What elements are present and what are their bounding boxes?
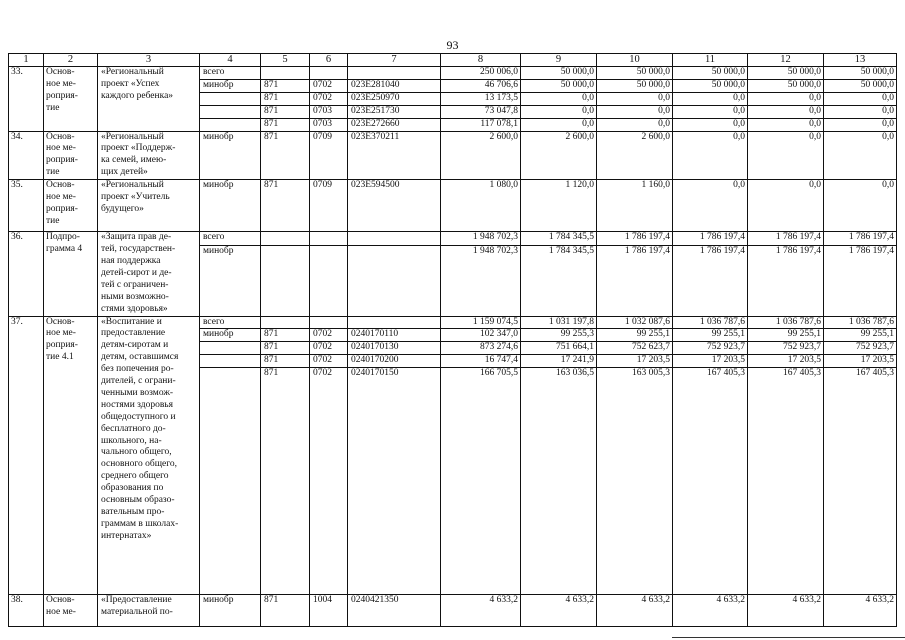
grbs-code: 871: [261, 595, 310, 627]
amount-col-13: 17 203,5: [824, 355, 897, 368]
amount-col-12: 1 786 197,4: [748, 232, 824, 246]
activity-name: «Воспитание и предоставление детям-сиротам и детям, оставшимся без попечения ро- дителей, с ограни- ченными возмож- ностями здоровья общедоступного и бесплатного до- школьного, на- чального общего, основного общего, среднего общего образования по основным образо- вательным про- граммам в школах- интернатах»: [98, 316, 200, 595]
column-header-2: 2: [44, 54, 98, 67]
grbs-code: 871: [261, 329, 310, 342]
target-article-code: 023E370211: [348, 131, 441, 180]
table-row: [9, 180, 897, 232]
activity-name: «Предоставление материальной по-: [98, 595, 200, 627]
amount-col-12: 167 405,3: [748, 368, 824, 595]
amount-col-11: 1 036 787,6: [673, 316, 748, 329]
column-header-10: 10: [597, 54, 673, 67]
section-code: 0702: [310, 79, 348, 92]
amount-col-8: 873 274,6: [441, 342, 521, 355]
amount-col-11: 1 786 197,4: [673, 232, 748, 246]
amount-col-13: 1 036 787,6: [824, 316, 897, 329]
amount-col-10: 1 160,0: [597, 180, 673, 232]
activity-type: Подпро- грамма 4: [44, 232, 98, 316]
amount-col-12: 99 255,1: [748, 329, 824, 342]
amount-col-12: 0,0: [748, 180, 824, 232]
section-code: 0702: [310, 329, 348, 342]
amount-col-10: 17 203,5: [597, 355, 673, 368]
amount-col-12: 0,0: [748, 92, 824, 105]
row-number: 38.: [9, 595, 44, 627]
amount-col-11: 0,0: [673, 131, 748, 180]
grbs-code: 871: [261, 355, 310, 368]
grbs-code: 871: [261, 105, 310, 118]
target-article-code: 0240170110: [348, 329, 441, 342]
amount-col-11: 50 000,0: [673, 79, 748, 92]
amount-col-10: 163 005,3: [597, 368, 673, 595]
amount-col-8: 16 747,4: [441, 355, 521, 368]
amount-col-12: 1 786 197,4: [748, 245, 824, 316]
amount-col-8: 73 047,8: [441, 105, 521, 118]
grbs-code: [261, 316, 310, 329]
grbs-code: 871: [261, 92, 310, 105]
page-number: 93: [446, 38, 459, 52]
amount-col-11: 99 255,1: [673, 329, 748, 342]
row-number: 33.: [9, 67, 44, 132]
amount-col-11: 0,0: [673, 105, 748, 118]
amount-col-12: 0,0: [748, 131, 824, 180]
executor: [200, 105, 261, 118]
amount-col-11: 0,0: [673, 180, 748, 232]
amount-col-13: 0,0: [824, 131, 897, 180]
amount-col-12: 0,0: [748, 118, 824, 131]
amount-col-9: 1 784 345,5: [521, 245, 597, 316]
activity-name: «Региональный проект «Учитель будущего»: [98, 180, 200, 232]
amount-col-10: 1 786 197,4: [597, 245, 673, 316]
grbs-code: 871: [261, 131, 310, 180]
activity-type: Основ- ное ме-: [44, 595, 98, 627]
target-article-code: [348, 245, 441, 316]
amount-col-13: 0,0: [824, 105, 897, 118]
column-header-6: 6: [310, 54, 348, 67]
grbs-code: 871: [261, 180, 310, 232]
amount-col-12: 50 000,0: [748, 67, 824, 80]
column-header-13: 13: [824, 54, 897, 67]
grbs-code: 871: [261, 118, 310, 131]
amount-col-10: 0,0: [597, 105, 673, 118]
amount-col-8: 250 006,0: [441, 67, 521, 80]
amount-col-10: 752 623,7: [597, 342, 673, 355]
amount-col-9: 0,0: [521, 105, 597, 118]
grbs-code: [261, 232, 310, 246]
table-row: [9, 595, 897, 627]
target-article-code: 023E251730: [348, 105, 441, 118]
row-number: 34.: [9, 131, 44, 180]
amount-col-11: 0,0: [673, 118, 748, 131]
amount-col-10: 50 000,0: [597, 67, 673, 80]
amount-col-10: 50 000,0: [597, 79, 673, 92]
executor: всего: [200, 67, 261, 80]
amount-col-13: 0,0: [824, 92, 897, 105]
amount-col-13: 50 000,0: [824, 67, 897, 80]
amount-col-10: 0,0: [597, 92, 673, 105]
section-code: [310, 67, 348, 80]
amount-col-8: 102 347,0: [441, 329, 521, 342]
amount-col-13: 1 786 197,4: [824, 245, 897, 316]
row-number: 37.: [9, 316, 44, 595]
activity-type: Основ- ное ме- роприя- тие: [44, 180, 98, 232]
target-article-code: [348, 316, 441, 329]
target-article-code: 0240170150: [348, 368, 441, 595]
amount-col-13: 99 255,1: [824, 329, 897, 342]
amount-col-9: 99 255,3: [521, 329, 597, 342]
amount-col-9: 163 036,5: [521, 368, 597, 595]
amount-col-9: 2 600,0: [521, 131, 597, 180]
row-number: 36.: [9, 232, 44, 316]
activity-name: «Региональный проект «Успех каждого ребенка»: [98, 67, 200, 132]
amount-col-9: 1 031 197,8: [521, 316, 597, 329]
amount-col-9: 1 120,0: [521, 180, 597, 232]
target-article-code: [348, 232, 441, 246]
section-code: [310, 316, 348, 329]
amount-col-13: 4 633,2: [824, 595, 897, 627]
activity-type: Основ- ное ме- роприя- тие: [44, 131, 98, 180]
scan-edge-line: [672, 637, 905, 638]
column-header-8: 8: [441, 54, 521, 67]
amount-col-9: 1 784 345,5: [521, 232, 597, 246]
target-article-code: 0240170130: [348, 342, 441, 355]
section-code: [310, 245, 348, 316]
amount-col-9: 0,0: [521, 92, 597, 105]
target-article-code: 023E250970: [348, 92, 441, 105]
section-code: 1004: [310, 595, 348, 627]
section-code: 0702: [310, 368, 348, 595]
amount-col-8: 117 078,1: [441, 118, 521, 131]
amount-col-12: 4 633,2: [748, 595, 824, 627]
section-code: 0702: [310, 342, 348, 355]
amount-col-8: 4 633,2: [441, 595, 521, 627]
amount-col-12: 17 203,5: [748, 355, 824, 368]
executor: минобр: [200, 245, 261, 316]
amount-col-13: 0,0: [824, 180, 897, 232]
amount-col-11: 1 786 197,4: [673, 245, 748, 316]
amount-col-11: 4 633,2: [673, 595, 748, 627]
executor: всего: [200, 316, 261, 329]
executor: [200, 342, 261, 355]
section-code: [310, 232, 348, 246]
activity-type: Основ- ное ме- роприя- тие 4.1: [44, 316, 98, 595]
column-header-3: 3: [98, 54, 200, 67]
column-header-5: 5: [261, 54, 310, 67]
grbs-code: [261, 245, 310, 316]
amount-col-10: 1 032 087,6: [597, 316, 673, 329]
amount-col-13: 167 405,3: [824, 368, 897, 595]
amount-col-12: 1 036 787,6: [748, 316, 824, 329]
amount-col-11: 17 203,5: [673, 355, 748, 368]
executor: [200, 92, 261, 105]
amount-col-12: 50 000,0: [748, 79, 824, 92]
amount-col-12: 752 923,7: [748, 342, 824, 355]
amount-col-9: 0,0: [521, 118, 597, 131]
section-code: 0703: [310, 118, 348, 131]
column-header-4: 4: [200, 54, 261, 67]
executor: минобр: [200, 180, 261, 232]
amount-col-8: 1 080,0: [441, 180, 521, 232]
amount-col-11: 752 923,7: [673, 342, 748, 355]
amount-col-10: 2 600,0: [597, 131, 673, 180]
executor: минобр: [200, 595, 261, 627]
target-article-code: 0240170200: [348, 355, 441, 368]
amount-col-13: 1 786 197,4: [824, 232, 897, 246]
amount-col-9: 17 241,9: [521, 355, 597, 368]
executor: минобр: [200, 79, 261, 92]
amount-col-10: 0,0: [597, 118, 673, 131]
amount-col-11: 0,0: [673, 92, 748, 105]
section-code: 0703: [310, 105, 348, 118]
section-code: 0709: [310, 180, 348, 232]
table-row: [9, 316, 897, 329]
column-header-1: 1: [9, 54, 44, 67]
amount-col-8: 46 706,6: [441, 79, 521, 92]
amount-col-10: 4 633,2: [597, 595, 673, 627]
amount-col-8: 13 173,5: [441, 92, 521, 105]
amount-col-8: 1 948 702,3: [441, 232, 521, 246]
row-number: 35.: [9, 180, 44, 232]
amount-col-9: 50 000,0: [521, 67, 597, 80]
executor: минобр: [200, 131, 261, 180]
executor: [200, 355, 261, 368]
executor: всего: [200, 232, 261, 246]
section-code: 0702: [310, 92, 348, 105]
grbs-code: 871: [261, 368, 310, 595]
executor: [200, 118, 261, 131]
amount-col-10: 99 255,1: [597, 329, 673, 342]
target-article-code: 0240421350: [348, 595, 441, 627]
amount-col-8: 166 705,5: [441, 368, 521, 595]
column-header-12: 12: [748, 54, 824, 67]
amount-col-8: 2 600,0: [441, 131, 521, 180]
target-article-code: 023E281040: [348, 79, 441, 92]
budget-table-container: [8, 53, 896, 618]
table-row: [9, 131, 897, 180]
amount-col-13: 0,0: [824, 118, 897, 131]
executor: [200, 368, 261, 595]
table-row: [9, 232, 897, 246]
amount-col-9: 751 664,1: [521, 342, 597, 355]
section-code: 0702: [310, 355, 348, 368]
table-row: [9, 67, 897, 80]
amount-col-8: 1 948 702,3: [441, 245, 521, 316]
amount-col-11: 50 000,0: [673, 67, 748, 80]
target-article-code: [348, 67, 441, 80]
activity-name: «Защита прав де- тей, государствен- ная поддержка детей-сирот и де- тей с ограничен- ными возможно- стями здоровья»: [98, 232, 200, 316]
budget-table: [8, 53, 897, 627]
target-article-code: 023E272660: [348, 118, 441, 131]
grbs-code: [261, 67, 310, 80]
amount-col-10: 1 786 197,4: [597, 232, 673, 246]
executor: минобр: [200, 329, 261, 342]
amount-col-11: 167 405,3: [673, 368, 748, 595]
amount-col-9: 50 000,0: [521, 79, 597, 92]
grbs-code: 871: [261, 342, 310, 355]
amount-col-12: 0,0: [748, 105, 824, 118]
activity-type: Основ- ное ме- роприя- тие: [44, 67, 98, 132]
amount-col-13: 752 923,7: [824, 342, 897, 355]
column-header-11: 11: [673, 54, 748, 67]
header-row: [9, 54, 897, 67]
section-code: 0709: [310, 131, 348, 180]
grbs-code: 871: [261, 79, 310, 92]
amount-col-9: 4 633,2: [521, 595, 597, 627]
column-header-7: 7: [348, 54, 441, 67]
activity-name: «Региональный проект «Поддерж- ка семей, имею- щих детей»: [98, 131, 200, 180]
amount-col-13: 50 000,0: [824, 79, 897, 92]
column-header-9: 9: [521, 54, 597, 67]
amount-col-8: 1 159 074,5: [441, 316, 521, 329]
target-article-code: 023E594500: [348, 180, 441, 232]
